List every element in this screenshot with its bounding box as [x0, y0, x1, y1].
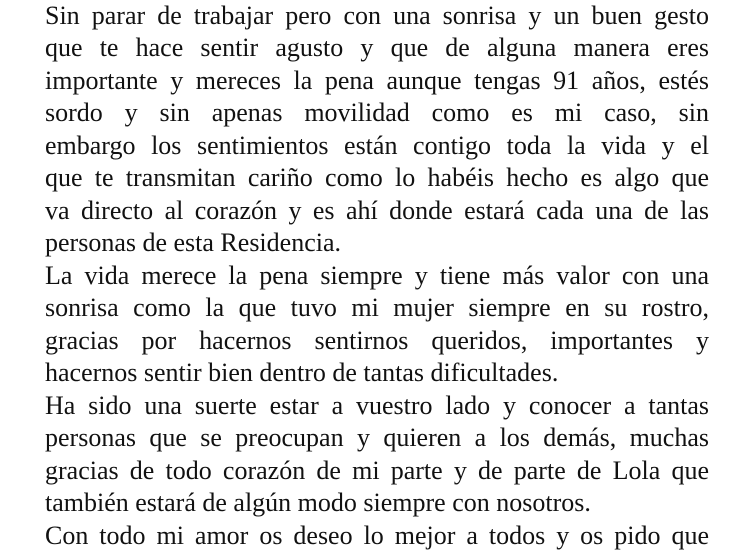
text-line: hacernos sentir bien dentro de tantas dificultades.: [45, 358, 559, 387]
text-line: que te transmitan cariño como lo habéis hecho es algo que: [45, 163, 709, 192]
text-line: La vida merece la pena siempre y tiene más valor con una: [45, 260, 709, 290]
text-line: personas que se preocupan y quieren a los demás, muchas: [45, 423, 709, 452]
text-line: personas de esta Residencia.: [45, 228, 342, 257]
text-line: sordo y sin apenas movilidad como es mi caso, sin: [45, 98, 709, 127]
text-line: Con todo mi amor os deseo lo mejor a todos y os pido que: [45, 520, 709, 550]
text-line: Sin parar de trabajar pero con una sonrisa y un buen gesto: [45, 0, 709, 30]
text-line: embargo los sentimientos están contigo toda la vida y el: [45, 130, 709, 160]
text-line: que te hace sentir agusto y que de alguna manera eres: [45, 33, 709, 62]
text-line: va directo al corazón y es ahí donde estará cada una de las: [45, 195, 709, 225]
text-line: gracias por hacernos sentirnos queridos, importantes y: [45, 325, 709, 355]
text-line: Ha sido una suerte estar a vuestro lado y conocer a tantas: [45, 390, 709, 420]
text-line: también estará de algún modo siempre con nosotros.: [45, 488, 591, 517]
text-line: gracias de todo corazón de mi parte y de parte de Lola que: [45, 455, 709, 485]
letter-body: [45, 0, 709, 552]
text-line: sonrisa como la que tuvo mi mujer siempre en su rostro,: [45, 293, 709, 322]
text-line: importante y mereces la pena aunque tengas 91 años, estés: [45, 65, 709, 95]
